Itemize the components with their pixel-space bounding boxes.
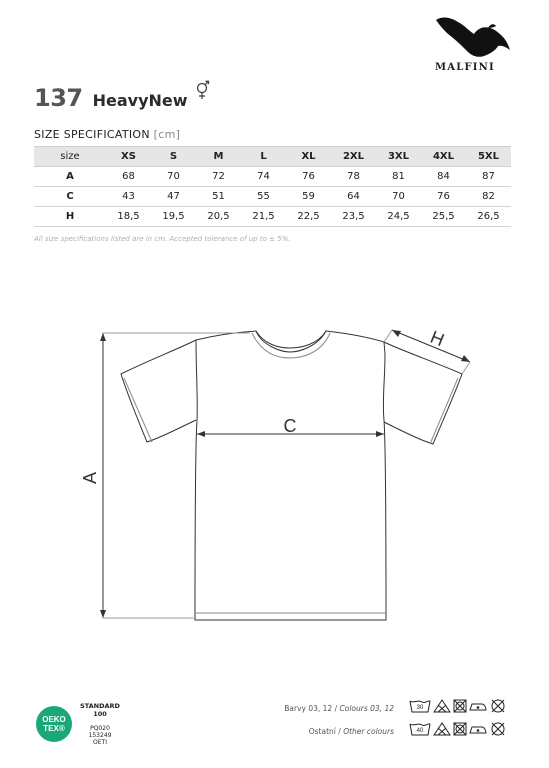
unisex-icon [194, 80, 210, 100]
size-col: XL [286, 147, 331, 167]
colours-line-1: Barvy 03, 12 / Colours 03, 12 [284, 704, 394, 713]
table-cell: 59 [286, 187, 331, 207]
table-cell: 43 [106, 187, 151, 207]
cert-code: PQ020 153249 [88, 724, 112, 739]
table-cell: 25,5 [421, 207, 466, 227]
table-cell: 81 [376, 167, 421, 187]
size-col: 2XL [331, 147, 376, 167]
table-cell: 64 [331, 187, 376, 207]
table-row-c [34, 187, 511, 207]
dimension-label-c: C [283, 416, 297, 436]
size-table [34, 146, 511, 227]
dimension-label-h: H [427, 326, 448, 351]
standard-number: 100 [93, 709, 107, 718]
brand-name: MALFINI [435, 62, 495, 73]
table-cell: 22,5 [286, 207, 331, 227]
size-col: L [241, 147, 286, 167]
spec-heading-text: SIZE SPECIFICATION [34, 128, 150, 141]
eagle-logo-icon [432, 14, 516, 60]
no-bleach-icon [434, 700, 450, 712]
size-col: 5XL [466, 147, 511, 167]
table-cell: 24,5 [376, 207, 421, 227]
size-header-label: size [34, 147, 106, 167]
product-number: 137 [34, 84, 83, 112]
table-cell: 70 [376, 187, 421, 207]
size-col: XS [106, 147, 151, 167]
tolerance-note: All size specifications listed are in cm. Accepted tolerance of up to ± 5%. [34, 235, 291, 243]
care-symbols-2 [408, 720, 512, 738]
colours-en: Colours 03, 12 [339, 704, 394, 713]
table-cell: 70 [151, 167, 196, 187]
size-table-header [34, 147, 511, 167]
spec-heading [34, 128, 180, 141]
table-cell: 68 [106, 167, 151, 187]
table-cell: 76 [286, 167, 331, 187]
table-row-a [34, 167, 511, 187]
oeko-text: OEKO [42, 715, 66, 724]
table-cell: 72 [196, 167, 241, 187]
table-cell: 23,5 [331, 207, 376, 227]
colours-cz: Barvy 03, 12 [284, 704, 333, 713]
table-row-h [34, 207, 511, 227]
table-cell: 87 [466, 167, 511, 187]
dimension-label-a: A [80, 471, 100, 485]
size-col: S [151, 147, 196, 167]
colours-line-2: Ostatní / Other colours [308, 727, 394, 736]
table-cell: 19,5 [151, 207, 196, 227]
table-cell: 76 [421, 187, 466, 207]
cert-institute: OETI [93, 738, 107, 746]
row-label: C [34, 187, 106, 207]
table-cell: 18,5 [106, 207, 151, 227]
size-col: 4XL [421, 147, 466, 167]
table-cell: 47 [151, 187, 196, 207]
no-bleach-icon [434, 723, 450, 735]
table-cell: 55 [241, 187, 286, 207]
table-cell: 84 [421, 167, 466, 187]
standard-label: STANDARD [80, 702, 120, 710]
size-col: 3XL [376, 147, 421, 167]
oeko-standard [78, 703, 122, 746]
colours-other-cz: Ostatní [308, 727, 336, 736]
wash-temp-30: 30 [416, 705, 424, 711]
product-title [34, 84, 210, 114]
product-name: HeavyNew [92, 91, 188, 110]
row-label: A [34, 167, 106, 187]
table-cell: 26,5 [466, 207, 511, 227]
size-col: M [196, 147, 241, 167]
tex-text: TEX® [43, 724, 65, 733]
colours-other-en: Other colours [343, 727, 394, 736]
table-cell: 74 [241, 167, 286, 187]
table-cell: 20,5 [196, 207, 241, 227]
malfini-logo [432, 14, 516, 60]
row-label: H [34, 207, 106, 227]
spec-unit: [cm] [153, 128, 181, 141]
oeko-tex-logo [34, 704, 74, 744]
table-cell: 51 [196, 187, 241, 207]
tshirt-diagram [0, 300, 549, 630]
wash-temp-40: 40 [416, 728, 424, 734]
care-symbols-1 [408, 697, 512, 715]
table-cell: 21,5 [241, 207, 286, 227]
table-cell: 82 [466, 187, 511, 207]
table-cell: 78 [331, 167, 376, 187]
